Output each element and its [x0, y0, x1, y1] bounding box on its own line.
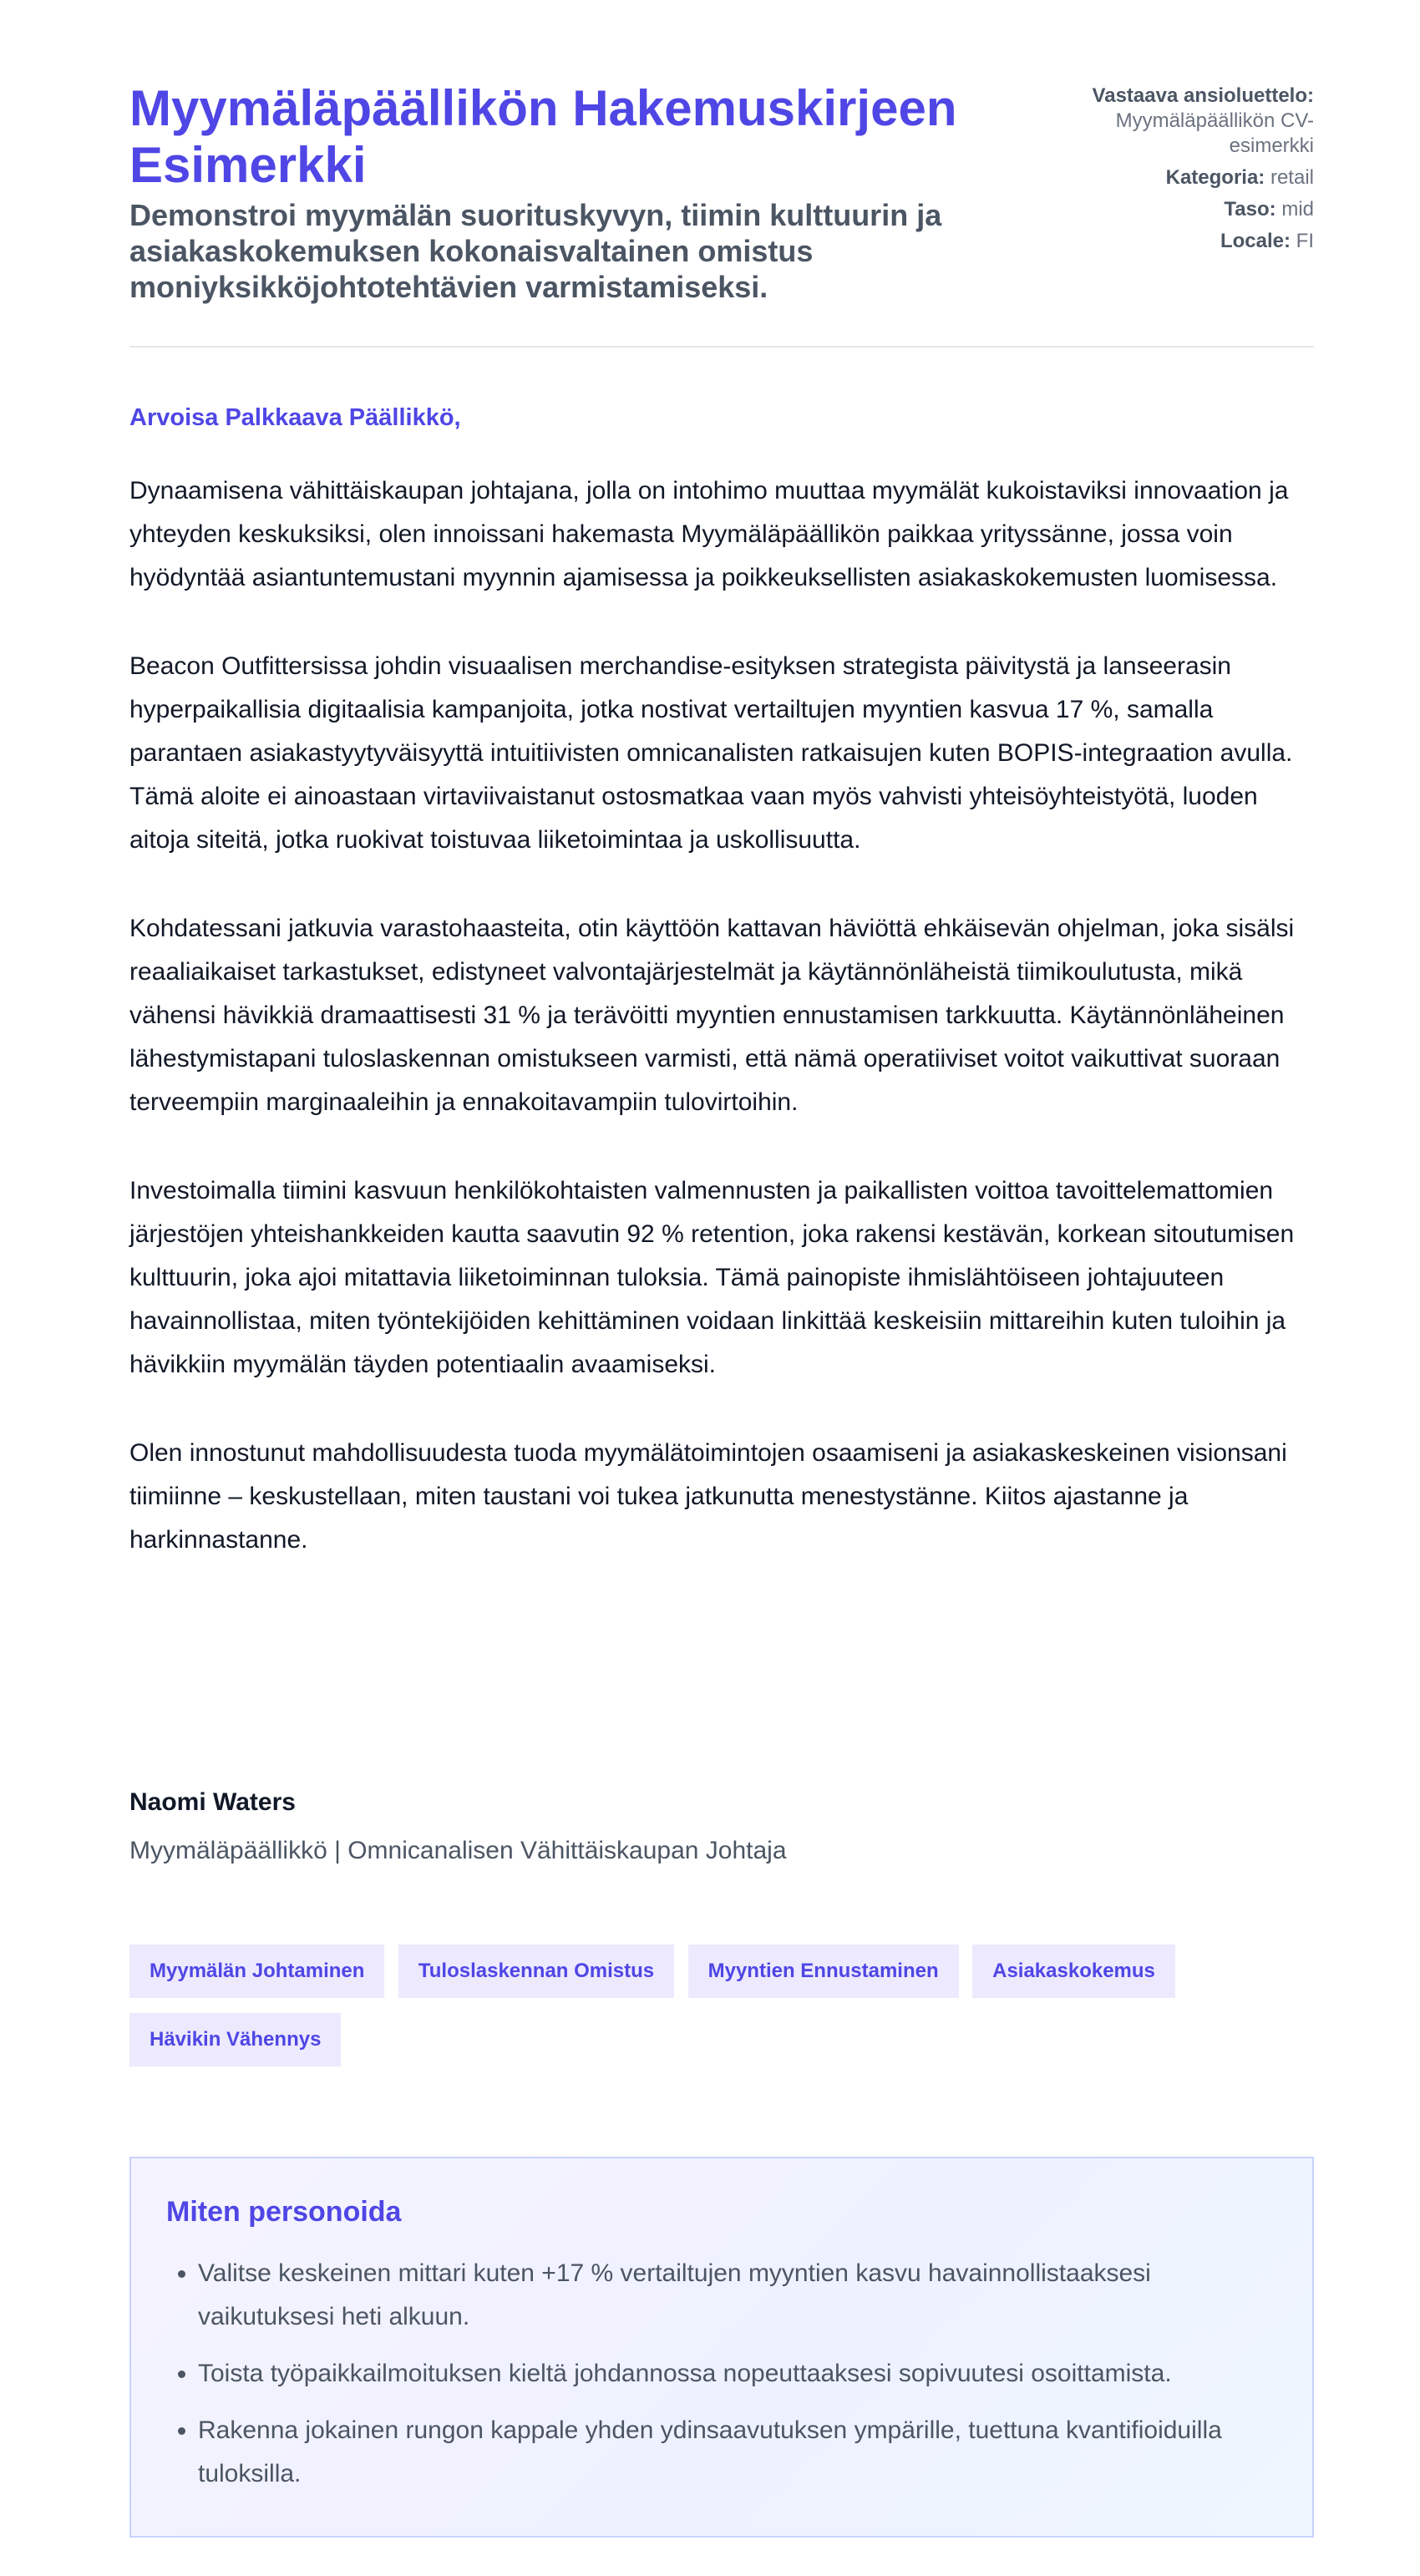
skill-tag: Myyntien Ennustaminen [688, 1945, 959, 1998]
tip-item: • Rakenna jokainen rungon kappale yhden ydinsaavutuksen ympärille, tuettuna kvantifioiduilla tuloksilla. [198, 2409, 1277, 2496]
meta-level-label: Taso: [1224, 198, 1276, 221]
meta-level-value: mid [1281, 198, 1314, 221]
meta-resume-label: Vastaava ansioluettelo: [1092, 84, 1314, 107]
meta-panel [1072, 84, 1314, 261]
letter-salutation: Arvoisa Palkkaava Päällikkö, [129, 404, 461, 431]
letter-paragraph: Investoimalla tiimini kasvuun henkilökohtaisten valmennusten ja paikallisten voittoa tavoittelemattomien järjestöjen yhteishankkeiden kautta saavutin 92 % retention, joka rakensi kestävän, korkean sitoutumisen kulttuurin, joka ajoi mitattavia liiketoiminnan tuloksia. Tämä painopiste ihmislähtöiseen johtajuuteen havainnollistaa, miten työntekijöiden kehittäminen voidaan linkittää keskeisiin mittareihin kuten tuloihin ja hävikkiin myymälän täyden potentiaalin avaamiseksi. [129, 1177, 1295, 1378]
letter-paragraph: Kohdatessani jatkuvia varastohaasteita, otin käyttöön kattavan häviöttä ehkäisevän ohjelman, joka sisälsi reaaliaikaiset tarkastukset, edistyneet valvontajärjestelmät ja käytännönläheistä tiimikoulutusta, mikä vähensi hävikkiä dramaattisesti 31 % ja terävöitti myyntien ennustamisen tarkkuutta. Käytännönläheinen lähestymistapani tuloslaskennan omistukseen varmisti, että nämä operatiiviset voitot vaikuttivat suoraan terveempiin marginaaleihin ja ennakoitavampiin tulovirtoihin. [129, 915, 1295, 1116]
meta-category-label: Kategoria: [1165, 166, 1265, 189]
signature-name: Naomi Waters [129, 1788, 296, 1816]
letter-body [129, 469, 1314, 1607]
meta-category-value: retail [1270, 166, 1314, 189]
skill-tag: Asiakaskokemus [972, 1945, 1175, 1998]
meta-resume-link[interactable]: Myymäläpäällikön CV-esimerkki [1115, 109, 1314, 157]
personalization-tips [129, 2157, 1314, 2538]
tip-item: • Toista työpaikkailmoituksen kieltä johdannossa nopeuttaaksesi sopivuutesi osoittamista. [198, 2352, 1277, 2396]
skill-tags [129, 1945, 1316, 2082]
page-title: Myymäläpäällikön Hakemuskirjeen Esimerkki [129, 80, 957, 193]
meta-locale-value: FI [1296, 230, 1314, 252]
skill-tag: Myymälän Johtaminen [129, 1945, 384, 1998]
meta-category [1072, 165, 1314, 190]
page-header [129, 80, 1314, 347]
meta-locale [1072, 229, 1314, 254]
signature-title: Myymäläpäällikkö | Omnicanalisen Vähittäiskaupan Johtaja [129, 1837, 787, 1864]
meta-locale-label: Locale: [1220, 230, 1291, 252]
tips-list [166, 2252, 1277, 2496]
skill-tag: Tuloslaskennan Omistus [398, 1945, 674, 1998]
letter-paragraph: Beacon Outfittersissa johdin visuaalisen merchandise-esityksen strategista päivitystä ja lanseerasin hyperpaikallisia digitaalisia kampanjoita, jotka nostivat vertailtujen myyntien kasvua 17 %, samalla parantaen asiakastyytyväisyyttä intuitiivisten omnicanalisten ratkaisujen kuten BOPIS-integraation avulla. Tämä aloite ei ainoastaan virtaviivaistanut ostosmatkaa vaan myös vahvisti yhteisöyhteistyötä, luoden aitoja siteitä, jotka ruokivat toistuvaa liiketoimintaa ja uskollisuutta. [129, 652, 1293, 854]
tips-title: Miten personoida [166, 2196, 402, 2228]
page-subtitle: Demonstroi myymälän suorituskyvyn, tiimin kulttuurin ja asiakaskokemuksen kokonaisvaltainen omistus moniyksikköjohtotehtävien varmistamiseksi. [129, 198, 942, 304]
meta-resume [1072, 84, 1314, 159]
letter-paragraph: Dynaamisena vähittäiskaupan johtajana, jolla on intohimo muuttaa myymälät kukoistaviksi innovaation ja yhteyden keskuksiksi, olen innoissani hakemasta Myymäläpäällikön paikkaa yrityssänne, jossa voin hyödyntää asiantuntemustani myynnin ajamisessa ja poikkeuksellisten asiakaskokemusten luomisessa. [129, 477, 1289, 591]
meta-level [1072, 197, 1314, 222]
skill-tag: Hävikin Vähennys [129, 2013, 341, 2066]
tip-item: • Valitse keskeinen mittari kuten +17 % vertailtujen myyntien kasvu havainnollistaaksesi vaikutuksesi heti alkuun. [198, 2252, 1277, 2339]
letter-paragraph: Olen innostunut mahdollisuudesta tuoda myymälätoimintojen osaamiseni ja asiakaskeskeinen visionsani tiimiinne – keskustellaan, miten taustani voi tukea jatkunutta menestystänne. Kiitos ajastanne ja harkinnastanne. [129, 1439, 1287, 1554]
